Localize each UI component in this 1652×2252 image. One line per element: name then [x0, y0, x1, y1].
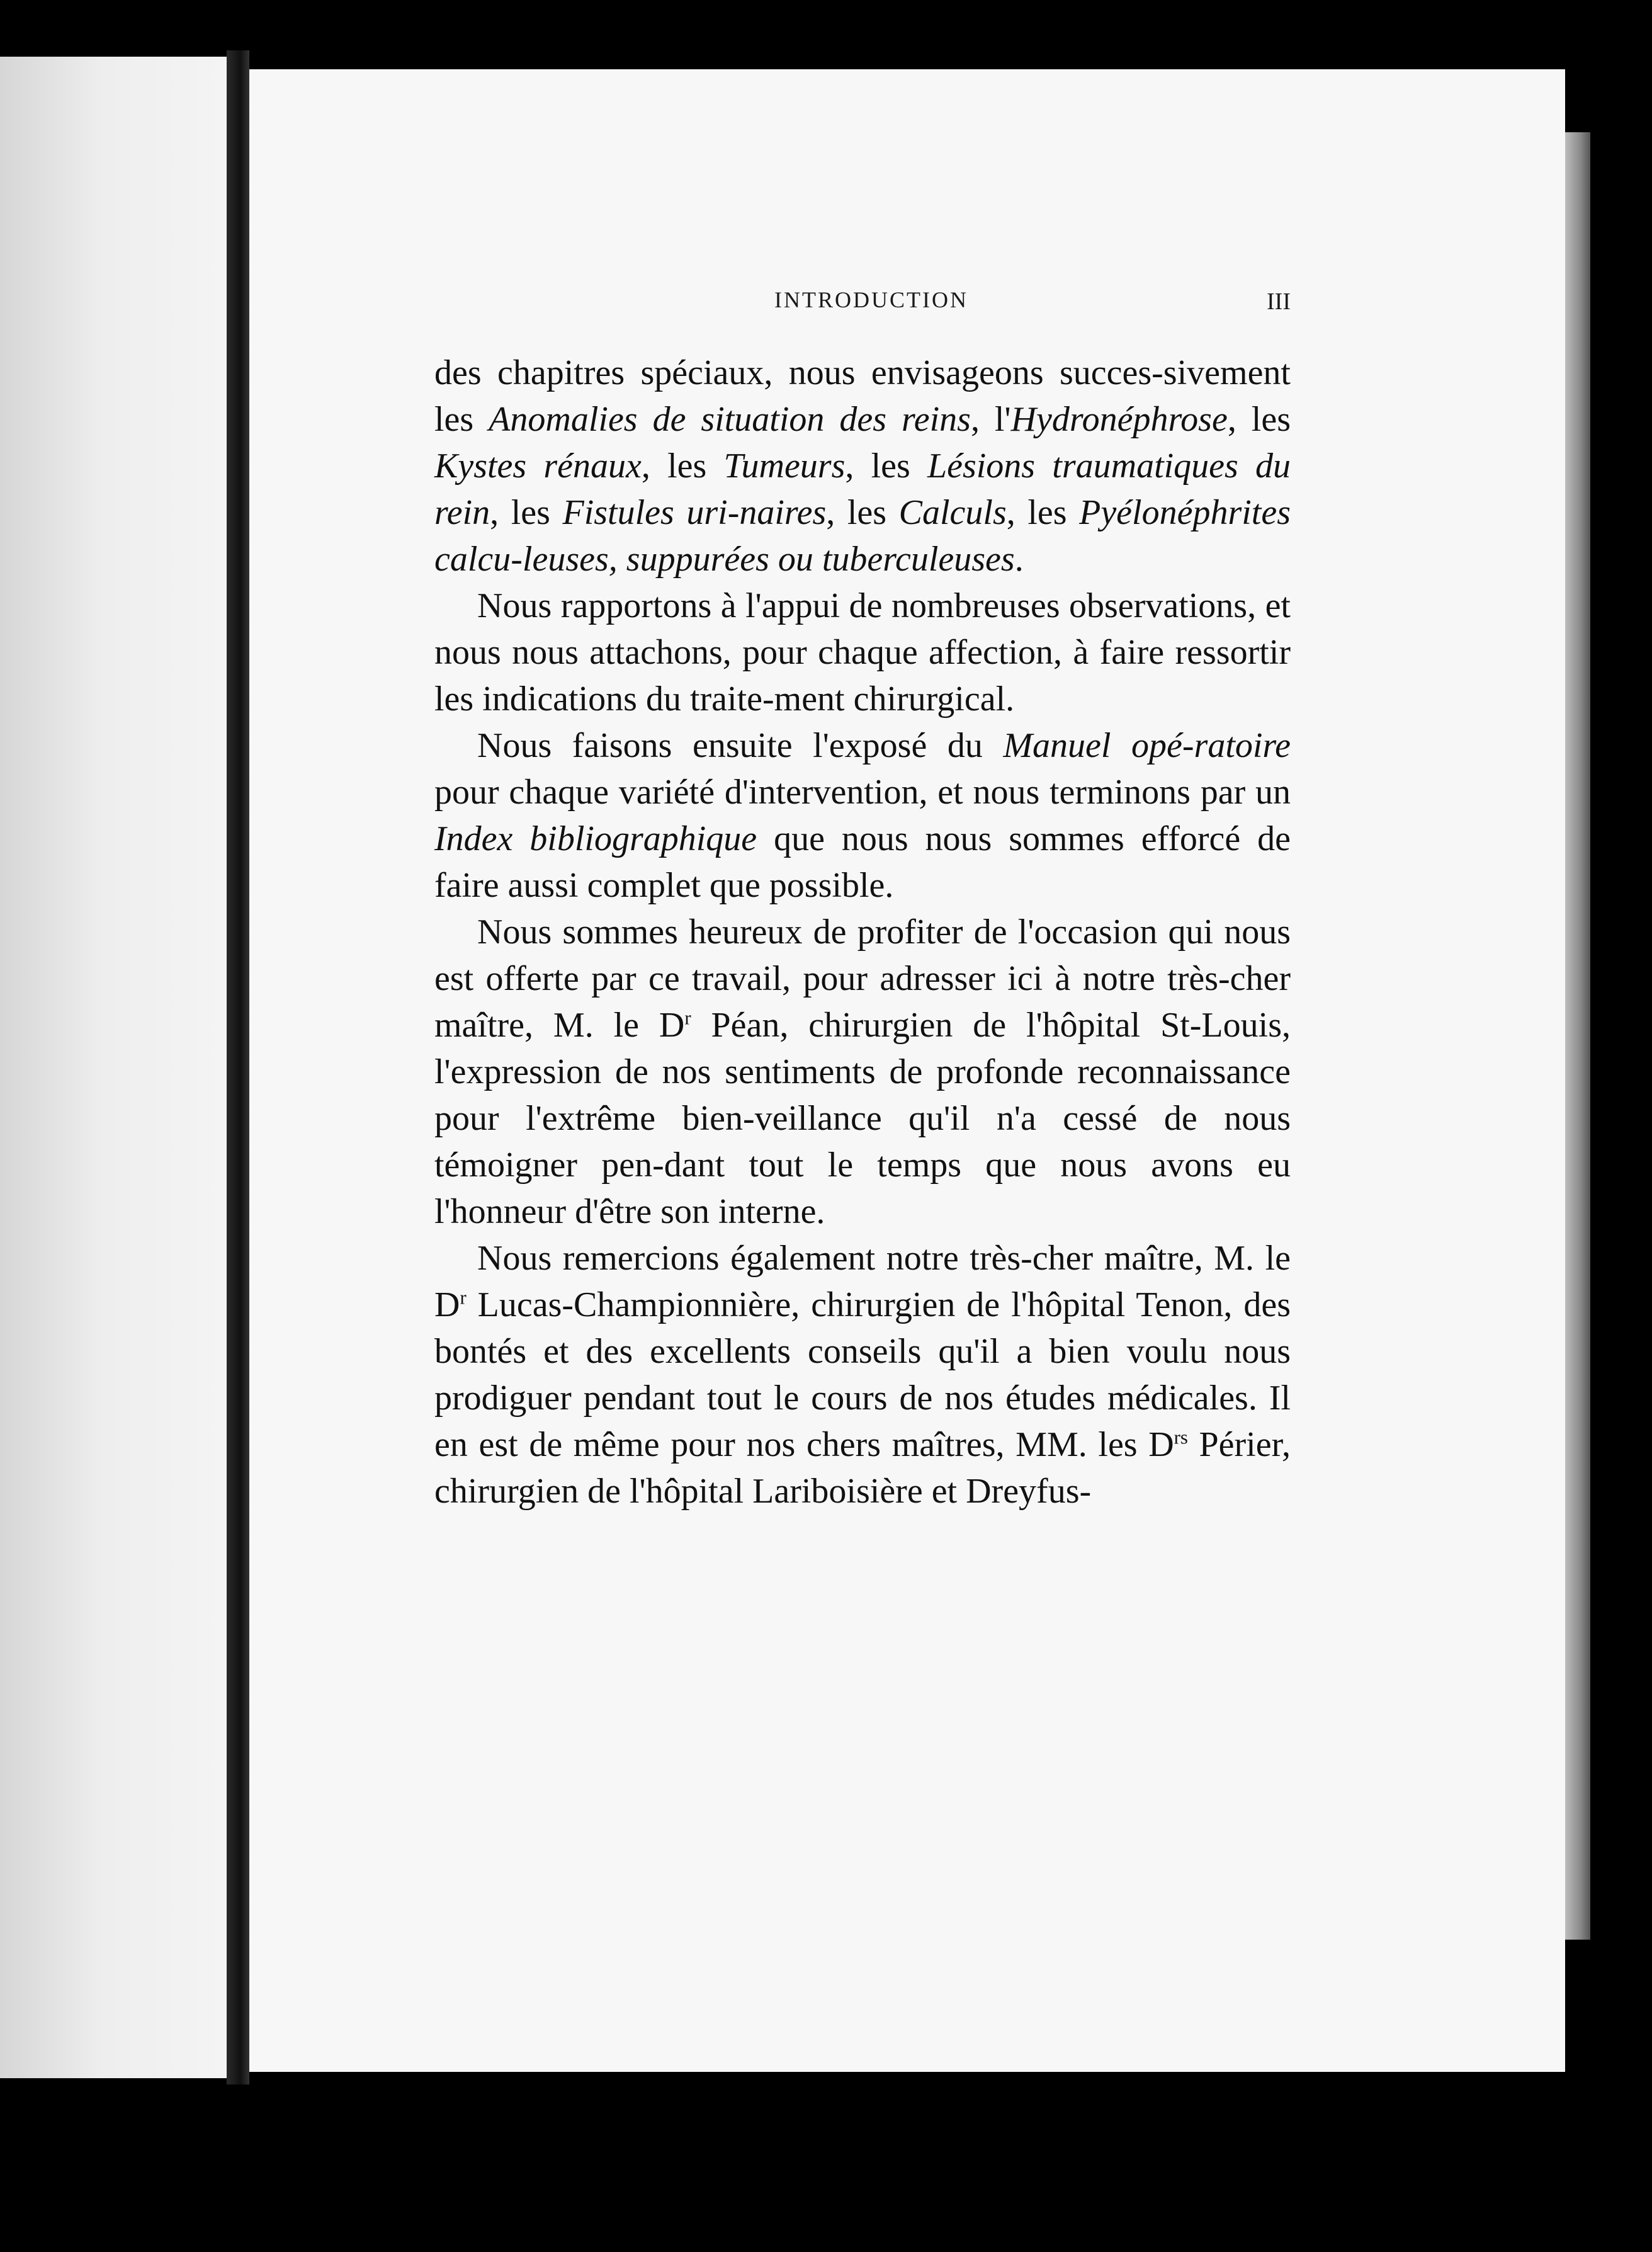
text-run: Nous remercions également notre très-cher maître, M. le D	[434, 1239, 1291, 1324]
text-run: Lucas-Championnière, chirurgien de l'hôpital Tenon, des bontés et des excellents conseils qu'il a bien voulu nous prodiguer pendant tout le cours de nos études médicales. Il en est de même pour nos chers maîtres, MM. les D	[434, 1285, 1291, 1464]
text-run: , les	[641, 446, 724, 486]
text-run: , les	[1227, 400, 1291, 439]
text-run: .	[1014, 540, 1024, 579]
paragraph	[434, 909, 1291, 1235]
text-run: , les	[845, 446, 927, 486]
text-run: Nous faisons ensuite l'exposé du	[477, 726, 1004, 765]
text-run: Périer, chirurgien de l'hôpital Lariboisière et Dreyfus-	[434, 1425, 1291, 1511]
text-run: , les	[1006, 493, 1080, 532]
superscript: rs	[1174, 1426, 1188, 1448]
italic-run: Fistules uri-naires	[562, 493, 827, 532]
italic-run: Calculs	[898, 493, 1007, 532]
paragraph	[434, 722, 1291, 909]
text-run: pour chaque variété d'intervention, et nous terminons par un	[434, 773, 1291, 812]
italic-run: Pyélonéphrites calcu-leuses, suppurées ou tuberculeuses	[434, 493, 1291, 579]
text-run: Nous rapportons à l'appui de nombreuses observations, et nous nous attachons, pour chaque affection, à faire ressortir les indications du traite-ment chirurgical.	[434, 586, 1291, 719]
text-run: Nous sommes heureux de profiter de l'occasion qui nous est offerte par ce travail, pour adresser ici à notre très-cher maître, M. le D	[434, 913, 1291, 1045]
text-run: , les	[490, 493, 563, 532]
italic-run: Anomalies de situation des reins	[489, 400, 971, 439]
running-head	[434, 287, 1291, 324]
italic-run: Index bibliographique	[434, 819, 757, 858]
paragraph	[434, 1235, 1291, 1515]
italic-run: Tumeurs	[723, 446, 846, 486]
italic-run: Hydronéphrose	[1010, 400, 1228, 439]
text-run: que nous nous sommes efforcé de faire aussi complet que possible.	[434, 819, 1291, 905]
superscript: r	[684, 1007, 691, 1029]
text-run: des chapitres spéciaux, nous envisageons succes-sivement les	[434, 353, 1291, 439]
text-run: Péan, chirurgien de l'hôpital St-Louis, l'expression de nos sentiments de profonde reconnaissance pour l'extrême bien-veillance qu'il n'a cessé de nous témoigner pen-dant tout le temps que nous avons eu l'honneur d'être son interne.	[434, 1006, 1291, 1231]
running-title: INTRODUCTION	[774, 287, 968, 312]
page-edge-shadow	[1565, 132, 1590, 1940]
left-page-margin	[0, 57, 227, 2078]
paragraph	[434, 350, 1291, 583]
italic-run: Lésions traumatiques du rein	[434, 446, 1291, 532]
superscript: r	[460, 1287, 467, 1309]
text-run: , l'	[970, 400, 1011, 439]
italic-run: Manuel opé-ratoire	[1003, 726, 1291, 765]
text-run: , les	[826, 493, 899, 532]
paragraph	[434, 583, 1291, 722]
page-number: III	[1267, 288, 1291, 315]
body-text	[434, 350, 1291, 1515]
book-gutter	[227, 50, 249, 2084]
italic-run: Kystes rénaux	[434, 446, 642, 486]
